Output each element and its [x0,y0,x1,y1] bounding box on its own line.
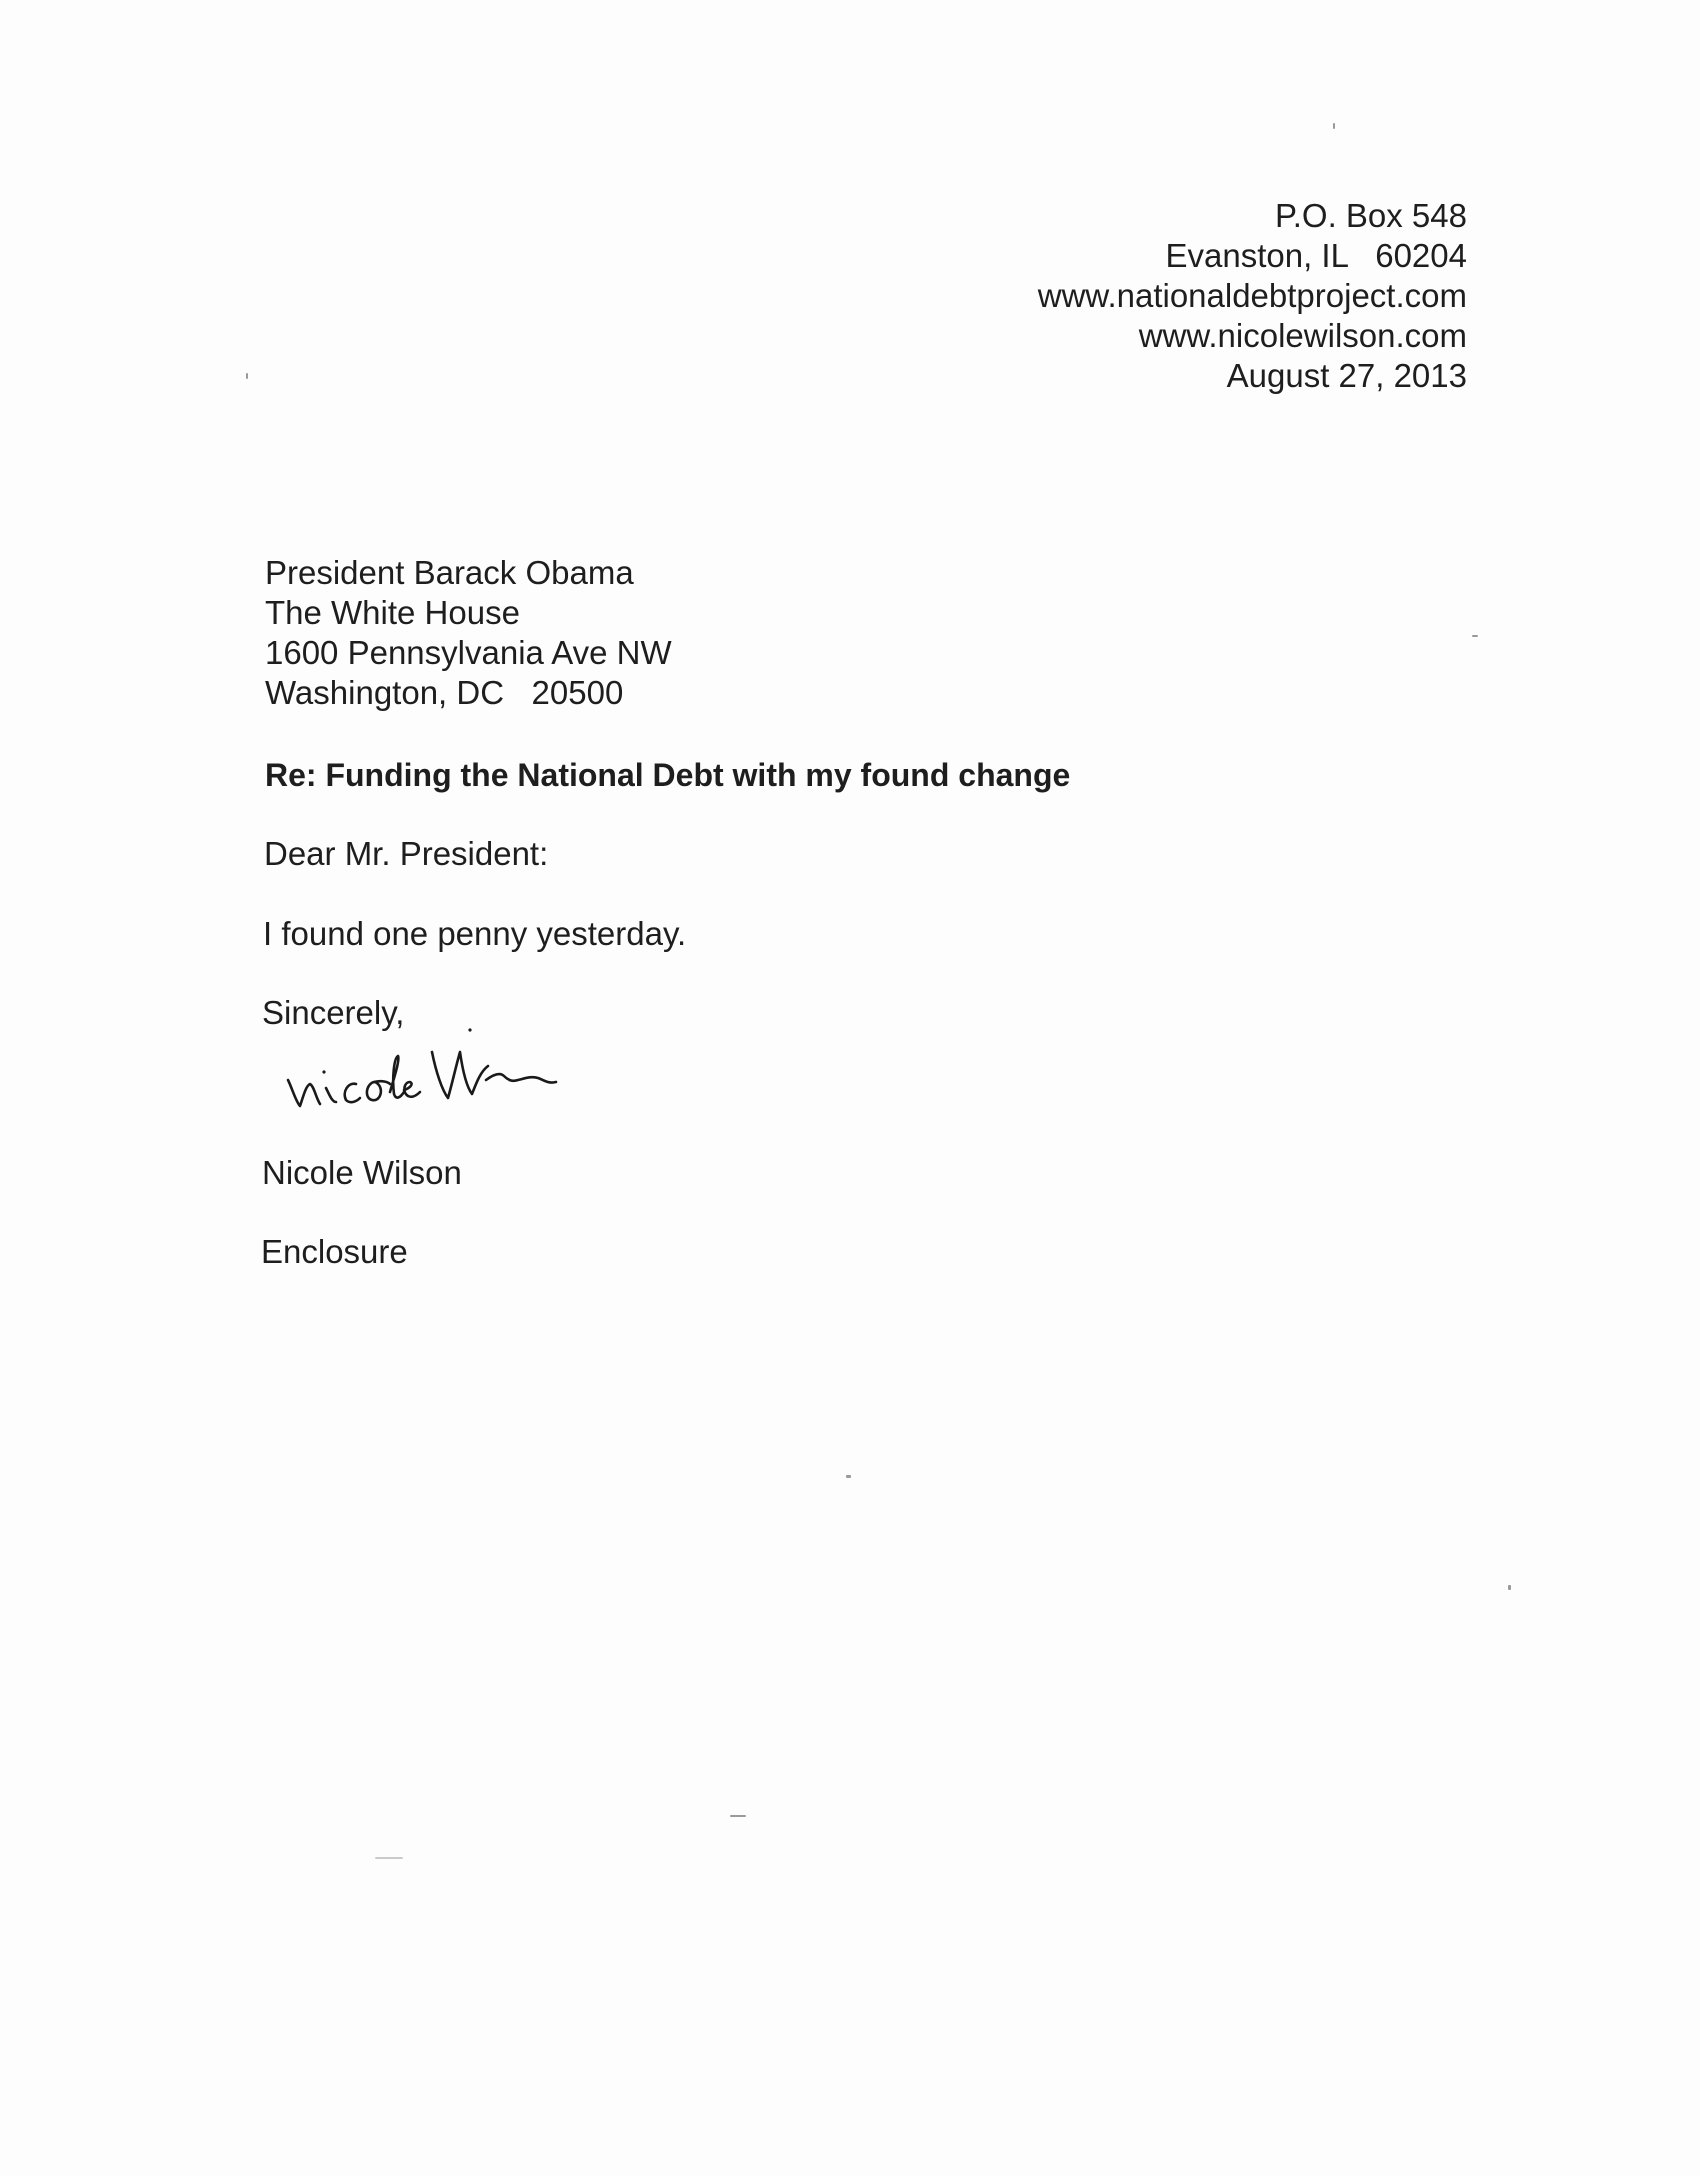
website-link-nicole-wilson: www.nicolewilson.com [1138,317,1467,354]
return-address [1038,196,1467,396]
scan-speck [1508,1585,1511,1590]
handwritten-signature [282,1022,642,1122]
scan-speck [375,1857,403,1859]
recipient-organization: The White House [265,594,520,631]
letter-body: I found one penny yesterday. [263,915,687,952]
subject-line: Re: Funding the National Debt with my found change [265,757,1071,793]
closing: Sincerely, [262,994,405,1031]
recipient-name: President Barack Obama [265,554,634,591]
sender-city-line: Evanston, IL 60204 [1165,237,1467,274]
website-link-national-debt-project: www.nationaldebtproject.com [1037,277,1467,314]
scan-speck [1333,123,1335,129]
salutation: Dear Mr. President: [264,835,549,872]
scan-speck [1472,635,1478,637]
letter-date: August 27, 2013 [1226,357,1467,394]
scan-speck [246,373,248,379]
recipient-street: 1600 Pennsylvania Ave NW [265,634,672,671]
scan-speck [730,1815,746,1817]
enclosure-note: Enclosure [261,1233,408,1270]
signer-name: Nicole Wilson [262,1154,462,1191]
recipient-city-line: Washington, DC 20500 [265,674,624,711]
recipient-address [265,553,672,713]
scan-speck [846,1475,851,1478]
po-box: P.O. Box 548 [1274,197,1467,234]
